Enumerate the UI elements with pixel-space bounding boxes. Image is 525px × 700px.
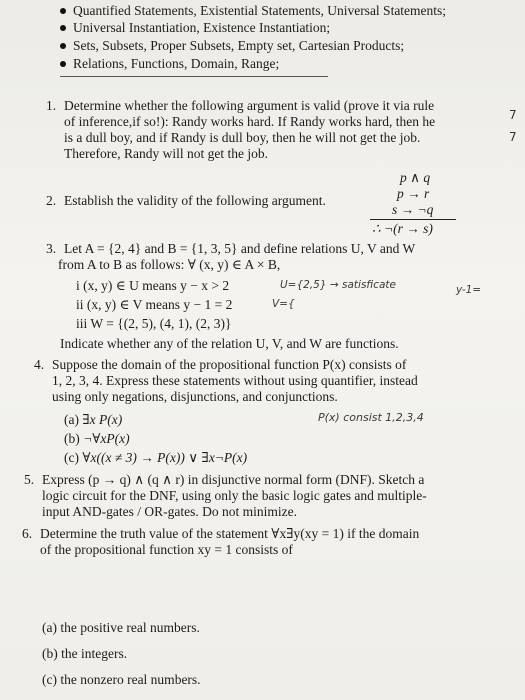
topic-item: Quantified Statements, Existential Statements, Universal Statements; [60,3,446,19]
question-1: 1. Determine whether the following argument is valid (prove it via rule of inference,if so!): Randy works hard. If Randy works hard, then he is a dull boy, and if Randy is dull boy, then he will not get the job. Therefore, Randy will not get the job. [46,98,436,161]
handwritten-note: V={ [272,298,295,310]
handwritten-note: P(x) consist 1,2,3,4 [318,411,424,424]
part-b: (b) the integers. [42,646,128,661]
divider [60,76,328,77]
question-number: 4. [34,357,45,372]
handwritten-note: y-1= [456,284,482,296]
premise: p ∧ q [400,170,431,185]
bullet-icon [60,25,66,31]
question-5: 5. Express (p → q) ∧ (q ∧ r) in disjunctive normal form (DNF). Sketch a logic circuit for the DNF, using only the basic logic gates and multiple- input AND-gates / OR-gates. Do not minimize. [24,472,427,519]
handwritten-note: U={2,5} → satisficate [280,279,396,291]
bullet-icon [60,43,66,49]
bullet-icon [60,61,66,67]
relation-item: ii (x, y) ∈ V means y − 1 = 2 [76,297,233,312]
part-c: (c) ∀x((x ≠ 3) → P(x)) ∨ ∃x¬P(x) [64,450,248,465]
question-number: 5. [24,472,35,487]
question-number: 1. [46,98,57,113]
part-b: (b) ¬∀xP(x) [64,431,130,446]
relation-item: i (x, y) ∈ U means y − x > 2 [76,278,230,293]
question-4: 4. Suppose the domain of the propositional function P(x) consists of 1, 2, 3, 4. Express these statements without using quantifier, instead using only negations, disjunctions, and conjunctions. [34,357,418,404]
question-3-closing: Indicate whether any of the relation U, V, and W are functions. [60,336,399,351]
relation-item: iii W = {(2, 5), (4, 1), (2, 3)} [76,316,232,331]
question-number: 2. [46,193,57,208]
question-number: 6. [22,526,33,541]
part-a: (a) ∃x P(x) [64,412,123,427]
part-c: (c) the nonzero real numbers. [42,672,201,687]
topic-item: Sets, Subsets, Proper Subsets, Empty set, Cartesian Products; [60,38,404,54]
bullet-icon [60,8,66,14]
topic-item: Relations, Functions, Domain, Range; [60,56,279,72]
premise: s → ¬q [392,202,434,217]
question-2: 2. Establish the validity of the following argument. [46,193,326,208]
question-3: 3. Let A = {2, 4} and B = {1, 3, 5} and define relations U, V and W from A to B as follows: ∀ (x, y) ∈ A × B, [46,241,416,272]
margin-mark: 7 [509,108,517,122]
topic-item: Universal Instantiation, Existence Instantiation; [60,20,330,36]
premise: p → r [397,186,430,201]
margin-mark: 7 [509,130,517,144]
question-6: 6. Determine the truth value of the statement ∀x∃y(xy = 1) if the domain of the propositional function xy = 1 consists of [22,526,420,557]
conclusion: ∴ ¬(r → s) [372,221,433,236]
part-a: (a) the positive real numbers. [42,620,200,635]
argument-line [370,219,456,220]
question-number: 3. [46,241,57,256]
